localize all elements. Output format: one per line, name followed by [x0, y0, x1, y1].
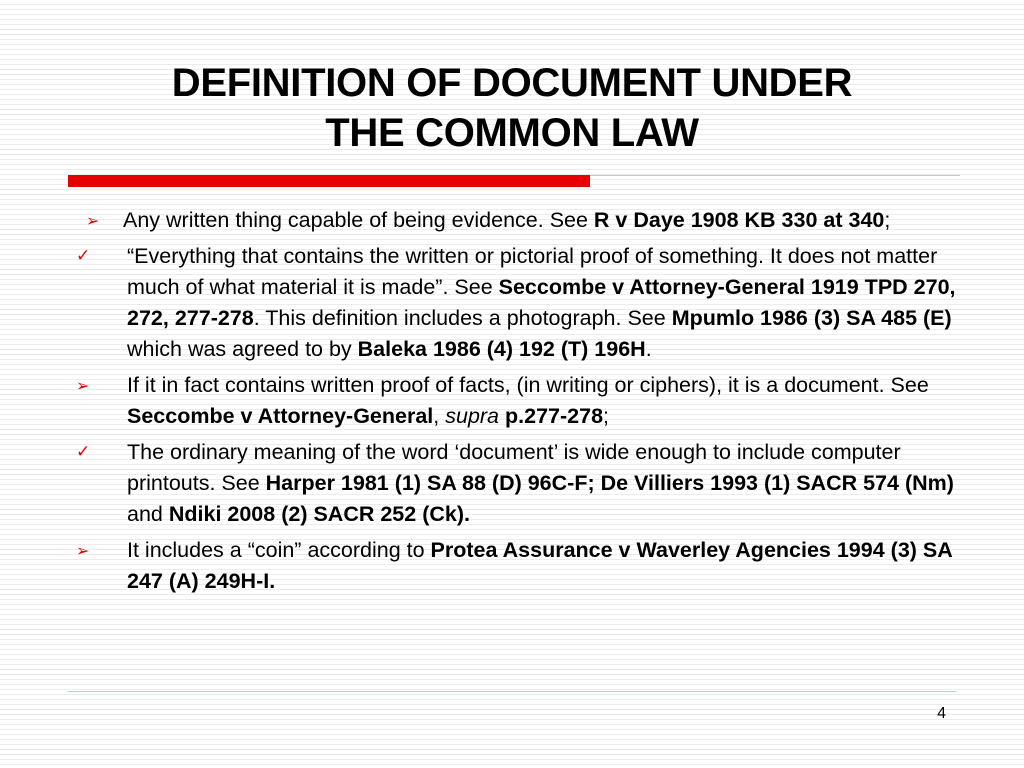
bullet-text: The ordinary meaning of the word ‘document’ is wide enough to include computer printouts. See Harper 1981 (1) SA 88 (D) 96C-F; De Villiers 1993 (1) SACR 574 (Nm) and Ndiki 2008 (2) SACR 252 (Ck). — [127, 440, 954, 526]
footer-divider-line — [68, 691, 956, 692]
page-number: 4 — [937, 705, 946, 722]
slide-title — [60, 58, 964, 158]
bullet-text: “Everything that contains the written or pictorial proof of something. It does not matter much of what material it is made”. See Seccombe v Attorney-General 1919 TPD 270, 272, 277-278. This definition includes a photograph. See Mpumlo 1986 (3) SA 485 (E) which was agreed to by Baleka 1986 (4) 192 (T) 196H. — [127, 244, 956, 361]
bullet-list — [0, 205, 1024, 602]
arrow-bullet-icon: ➢ — [76, 541, 90, 560]
bullet-text: It includes a “coin” according to Protea Assurance v Waverley Agencies 1994 (3) SA 247 (A) 249H-I. — [127, 538, 952, 593]
slide-title-line-1: DEFINITION OF DOCUMENT UNDER — [171, 61, 853, 105]
bullet-item — [0, 241, 1024, 365]
title-accent-bar — [68, 175, 590, 187]
slide-title-line-2: THE COMMON LAW — [325, 111, 699, 155]
bullet-item — [0, 437, 1024, 530]
check-bullet-icon: ✓ — [76, 246, 91, 266]
arrow-bullet-icon: ➢ — [86, 211, 100, 230]
bullet-item — [0, 535, 1024, 597]
arrow-bullet-icon: ➢ — [76, 376, 90, 395]
bullet-item — [0, 205, 1024, 236]
title-divider-line — [590, 175, 960, 176]
check-bullet-icon: ✓ — [76, 442, 91, 462]
bullet-item — [0, 370, 1024, 432]
bullet-text: Any written thing capable of being evidence. See R v Daye 1908 KB 330 at 340; — [123, 208, 891, 232]
bullet-text: If it in fact contains written proof of facts, (in writing or ciphers), it is a document. See Seccombe v Attorney-General, supra p.277-278; — [127, 373, 929, 428]
